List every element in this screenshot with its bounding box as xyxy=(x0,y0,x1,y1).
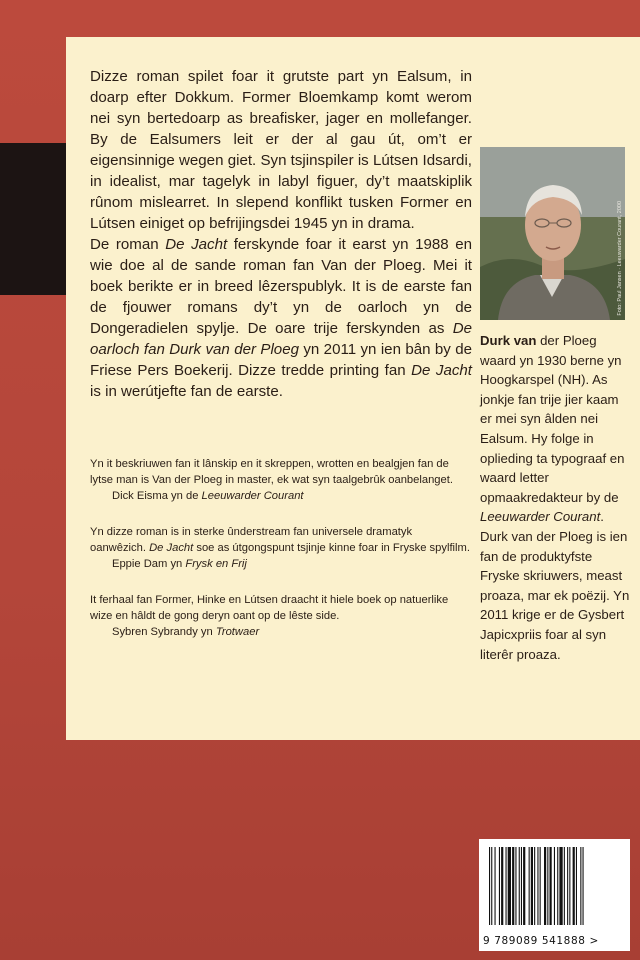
blurb-text: ferskynde foar it earst yn 1988 en wie doe al de sande roman fan Van der Ploeg. Mei it boek berikte er in breed lêzerspublyk. It is de earste fan de fjouwer romans dy’t yn de oarloch yn de Dongeradielen spylje. De oare trije ferskynden as xyxy=(90,236,472,337)
review-quote-1 xyxy=(90,456,470,504)
quote-author: Eppie Dam yn xyxy=(112,558,186,570)
barcode xyxy=(479,839,630,951)
quote-text-part: Yn dizze roman is in sterke ûnderstream fan universele dramatyk oanwêzich. xyxy=(90,526,413,554)
blurb-paragraph-2 xyxy=(90,234,472,402)
blurb-text: De roman xyxy=(90,236,166,253)
isbn-number: 9 789089 541888 > xyxy=(483,935,599,947)
quote-attribution xyxy=(90,624,470,640)
book-title: De Jacht xyxy=(411,362,472,379)
quote-author: Dick Eisma yn de xyxy=(112,490,202,502)
photo-credit: Foto: Paul Jansen · Leeuwarder Courant, 2000 xyxy=(617,201,623,316)
blurb-text: yn 2011 yn ien bân by de Friese Pers Boekerij. Dizze tredde printing fan xyxy=(90,341,473,379)
author-bio xyxy=(480,331,630,664)
author-portrait-illustration xyxy=(480,147,625,320)
review-quote-3 xyxy=(90,592,470,640)
quote-author: Sybren Sybrandy yn xyxy=(112,626,216,638)
quote-source: Trotwaer xyxy=(215,626,260,638)
quote-source: Frysk en Frij xyxy=(185,558,247,570)
quote-attribution xyxy=(90,556,470,572)
quote-text: Yn it beskriuwen fan it lânskip en it skreppen, wrotten en bealgjen fan de lytse man is Van der Ploeg in master, ek wat syn taalgebrûk oanbelanget. xyxy=(90,458,453,486)
author-photo xyxy=(480,147,625,320)
dark-band-decoration xyxy=(0,143,66,295)
blurb-paragraph-1: Dizze roman spilet foar it grutste part yn Ealsum, in doarp efter Dokkum. Former Bloemkamp komt werom nei syn bertedoarp as breafisker, jager en mollefanger. By de Ealsumers leit er der al gau út, om’t er eigensinnige wegen giet. Syn tsjinspiler is Lútsen Idsardi, in idealist, mar tagelyk in labyl figuer, dy’t maatskiplik rûnom mislearret. In slepend konflikt tusken Former en Lútsen einiget op befrijingsdei 1945 yn in drama. xyxy=(90,68,472,232)
review-quote-2 xyxy=(90,524,470,572)
book-title: De Jacht xyxy=(149,542,194,554)
bio-paragraph xyxy=(480,331,630,664)
bio-text: der Ploeg waard yn 1930 berne yn Hoogkarspel (NH). As jonkje fan trije jier kaam er mei syn âlden nei Ealsum. Hy folge in oplieding ta typograaf en waard letter opmaakredakteur by de xyxy=(480,333,625,505)
quote-text: It ferhaal fan Former, Hinke en Lútsen draacht it hiele boek op natuerlike wize en hâldt de gong deryn oant op de lêste side. xyxy=(90,594,449,622)
quote-text-part: soe as útgongspunt tsjinje kinne foar in Fryske spylfilm. xyxy=(193,542,470,554)
quote-text xyxy=(90,524,470,556)
newspaper-name: Leeuwarder Courant xyxy=(480,509,601,525)
quote-attribution xyxy=(90,488,470,504)
author-name: Durk van xyxy=(480,333,537,348)
blurb-text: is in werútjefte fan de earste. xyxy=(90,383,283,400)
blurb xyxy=(90,66,472,402)
series-title: De oarloch fan Durk van der Ploeg xyxy=(90,320,472,358)
book-title: De Jacht xyxy=(165,236,228,253)
barcode-bars xyxy=(489,847,620,925)
review-quotes xyxy=(90,456,470,660)
bio-text: . Durk van der Ploeg is ien fan de produktyfste Fryske skriuwers, meast proaza, mar ek poëzij. Yn 2011 krige er de Gysbert Japicxpriis foar al syn literêr proaza. xyxy=(480,509,630,662)
quote-source: Leeuwarder Courant xyxy=(201,490,304,502)
